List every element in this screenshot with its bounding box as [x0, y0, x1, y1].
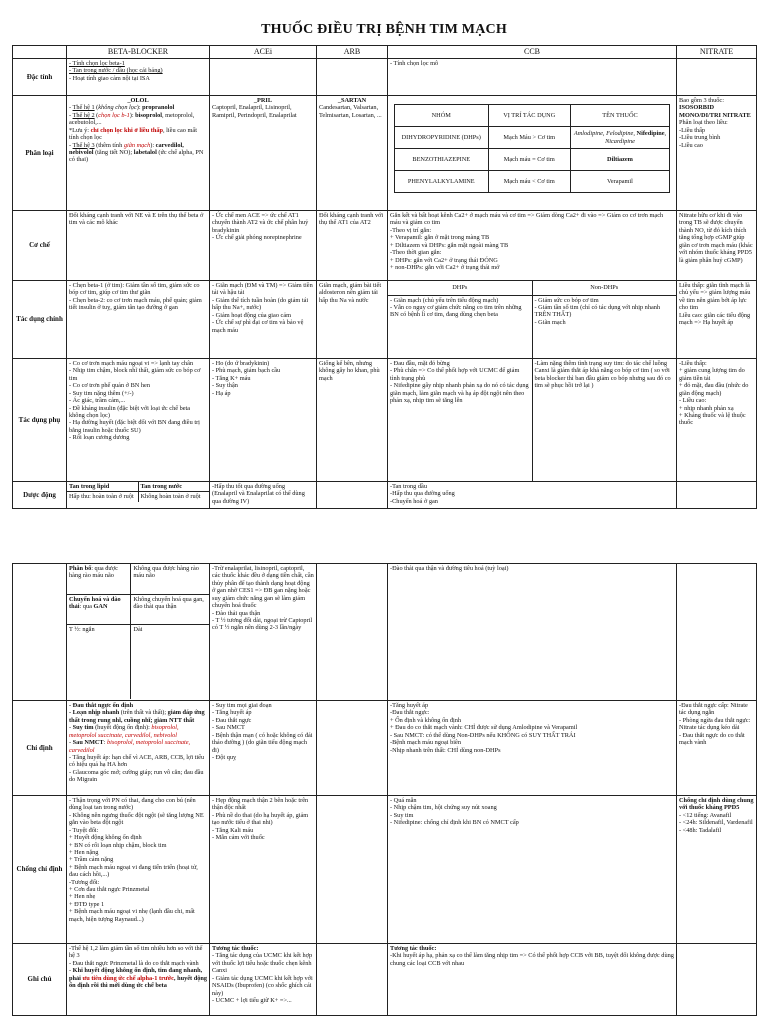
beta-lipid-absorb: Hấp thu: hoàn toàn ở ruột	[67, 492, 138, 502]
pk-halflife-lipid: T ½: ngắn	[67, 624, 131, 699]
ccb-row-ten: Amlodipine, Felodipine, Nifedipine, Nicardipine	[571, 127, 670, 149]
cell-ccb-duoc-dong: -Tan trong dầu -Hấp thu qua đường uống -Chuyển hoá ở gan	[388, 482, 677, 509]
page-title: THUỐC ĐIỀU TRỊ BỆNH TIM MẠCH	[261, 22, 507, 37]
cell-arb-co-che: Đối kháng cạnh tranh với thụ thể AT1 của AT2	[317, 211, 388, 281]
dhp-side-effects: - Đau đầu, mặt đỏ bừng - Phù chân => Co thể phối hợp với UCMC để giảm tình trạng phù - Nifedipine gây nhịp nhanh phản xạ do nó có tác dụng giãn mạch, làm giãn mạch và hạ áp đột ngột nên theo phản xạ, nhịp tim sẽ tăng lên	[388, 359, 532, 481]
cell-nitrate-tac-dung-phu: -Liều thấp: + giảm cung lượng tim do giảm tiền tải + đỏ mặt, đau đầu (nhức do giãn động mạch) - Liều cao: + nhịp nhanh phản xạ + Kháng thuốc và lệ thuộc thuốc	[677, 359, 757, 482]
beta-water-head: Tan trong nước	[138, 482, 209, 492]
row-label-chi-dinh: Chỉ định	[13, 701, 67, 796]
beta-water-absorb: Không hoàn toàn ở ruột	[138, 492, 209, 502]
cell-beta-chi-dinh: - Đau thắt ngực ổn định - Loạn nhịp nhanh (trên thất và thất); giảm đáp ứng thất trong rung nhĩ, cuồng nhĩ; giảm NTT thất - Suy tim (huyết động ổn định): bisoprolol, metoprolol succinate, carvedilol, nebivolol - Sau NMCT: bisoprolol, metoprolol succinate, carvedilol - Tăng huyết áp: hạn chế vì ACE, ARB, CCB, lợi tiểu có hiệu quả hạ HA hơn - Glaucoma góc mở; cường giáp; run vô căn; đau đầu do Migrain	[67, 701, 210, 796]
cell-nitrate-chi-dinh: -Đau thắt ngực cấp: Nitrate tác dụng ngắn - Phòng ngừa đau thắt ngực: Nitrate tác dụng kéo dài - Đau thắt ngực do co thắt mạch vành	[677, 701, 757, 796]
row-label-co-che: Cơ chế	[13, 211, 67, 281]
cell-acei-co-che: - Ức chế men ACE => ức chế AT1 chuyển thành AT2 và ức chế phân huỷ bradykinin - Ức chế giải phóng norepinephrine	[210, 211, 317, 281]
pk-metabolism-lipid: Chuyển hoá và đào thải: qua GAN	[67, 594, 131, 624]
cell-beta-pk	[67, 564, 210, 701]
header-ccb: CCB	[388, 46, 677, 59]
row-label-pk-cont	[13, 564, 67, 701]
drug-table-bottom	[12, 563, 757, 1016]
cell-acei-dac-tinh	[210, 59, 317, 96]
cell-beta-tac-dung-chinh: - Chẹn beta-1 (ở tim): Giảm tần số tim, giảm sức co bóp cơ tim, giúp cơ tim thư giãn - Chẹn beta-2: co cơ trơn mạch máu, phế quản; giảm tiết insulin ở tuỵ, giảm tân tạo đường ở gan	[67, 281, 210, 359]
dhp-label: DHPs	[388, 281, 532, 295]
cell-acei-pk: -Trừ enalaprilat, lisinopril, captopril, các thuốc khác đều ở dạng tiền chất, cần thủy phân để tạo thành dạng hoạt động ở gan nhờ CES1 => ĐB gan nặng hoặc suy giảm chức năng gan sẽ làm giảm chuyển hoá thuốc - Đào thải qua thận - T ½ tương đối dài, ngoại trừ Captopril có T ½ ngắn nên dùng 2-3 lần/ngày	[210, 564, 317, 701]
row-label-ghi-chu: Ghi chú	[13, 944, 67, 1016]
pk-halflife-water: Dài	[131, 624, 209, 699]
cell-beta-tac-dung-phu: - Co cơ trơn mạch máu ngoại vi => lạnh tay chân - Nhịp tim chậm, block nhĩ thất, giảm sức co bóp cơ tim - Co cơ trơn phế quản ở BN hen - Suy tim nặng thêm (+/-) - Ác giác, trầm cảm,... - Đề kháng insulin (đặc biệt với loại ức chế beta không chọn lọc) - Hạ đường huyết (đặc biệt đối với BN đang điều trị bằng insulin hoặc thuốc SU) - Rối loạn cương dương	[67, 359, 210, 482]
ccb-row-vitri: Mạch máu = Cơ tim	[488, 149, 571, 171]
cell-arb-tac-dung-phu: Giống kể bên, nhưng không gây ho khan, phù mạch	[317, 359, 388, 482]
beta-pk-split	[67, 482, 209, 502]
pk-distribution-lipid: Phân bố: qua được hàng rào máu não	[67, 564, 131, 594]
cell-nitrate-pk	[677, 564, 757, 701]
cell-nitrate-duoc-dong	[677, 482, 757, 509]
cell-arb-pk	[317, 564, 388, 701]
ccb-head-ten: TÊN THUỐC	[571, 105, 670, 127]
cell-nitrate-tac-dung-chinh: Liều thấp: giãn tĩnh mạch là chủ yếu => giảm lượng máu về tim nên giảm bớt áp lực cho tim Liều cao: giãn các tiểu động mạch => Hạ huyết áp	[677, 281, 757, 359]
nondhp-label: Non-DHPs	[532, 281, 676, 295]
cell-ccb-phan-loai	[388, 96, 677, 211]
pk-metabolism-water: Không chuyển hoá qua gan, đào thải qua thận	[131, 594, 209, 624]
cell-acei-phan-loai: _PRIL Captopril, Enalapril, Lisinopril, Ramipril, Perindopril, Enalaprilat	[210, 96, 317, 211]
pk-distribution-water: Không qua được hàng rào máu não	[131, 564, 209, 594]
beta-pk-table	[67, 564, 209, 699]
cell-nitrate-dac-tinh	[677, 59, 757, 96]
cell-nitrate-co-che: Nitrate hữu cơ khi đi vào trong TB sẽ được chuyển thành NO, từ đó kích thích tăng tổng hợp cGMP giúp giãn cơ trơn mạch máu (khác với nhóm thuốc kháng PPD5 là giảm phân huỷ cGMP)	[677, 211, 757, 281]
header-arb: ARB	[317, 46, 388, 59]
cell-arb-chi-dinh	[317, 701, 388, 796]
nondhp-effects: - Giảm sức co bóp cơ tim - Giảm tần số tim (chỉ có tác dụng với nhịp nhanh TRÊN THẤT) - Giãn mạch	[532, 295, 676, 358]
cell-ccb-chong-chi-dinh: - Quá mẫn - Nhịp chậm tim, hội chứng suy nút xoang - Suy tim - Nifedipine: chống chỉ định khi BN có NMCT cấp	[388, 796, 677, 944]
nondhp-side-effects: -Làm nặng thêm tình trạng suy tim: do tác chế luồng Canxi là giảm thắt áp khả năng co bóp cơ tim ( so với beta blocker thì ban đầu giảm co bóp nhưng sau đó co tim sẽ phục hồi trở lại )	[534, 360, 671, 390]
row-label-dac-tinh: Đặc tính	[13, 59, 67, 96]
cell-ccb-chi-dinh: -Tăng huyết áp -Đau thắt ngực: + Ổn định và không ổn định + Đau do co thắt mạch vành: CHỈ được sử dụng Amlodipine và Verapamil - Sau NMCT: có thể dùng Non-DHPs nếu KHÔNG có SUY THẤT TRÁI -Bệnh mạch máu ngoại biên -Nhịp nhanh trên thất: CHỈ dùng non-DHPs	[388, 701, 677, 796]
cell-beta-dac-tinh: - Tính chọn lọc beta-1 - Tan trong nước / dầu (học cái bảng) - Hoạt tính giao cảm nội tại ISA	[67, 59, 210, 96]
ccb-row-vitri: Mạch máu < Cơ tim	[488, 171, 571, 193]
row-label-phan-loai: Phân loại	[13, 96, 67, 211]
cell-acei-chong-chi-dinh: - Hẹp động mạch thận 2 bên hoặc trên thận độc nhất - Phù nề do thai (do hạ huyết áp, giảm tạo nước tiểu ở thai nhi) - Tăng Kali máu - Mẫn cảm với thuốc	[210, 796, 317, 944]
cell-ccb-tac-dung-phu	[388, 359, 677, 482]
header-nitrate: NITRATE	[677, 46, 757, 59]
header-beta-blocker: BETA-BLOCKER	[67, 46, 210, 59]
ccb-row-nhom: BENZOTHIAZEPINE	[395, 149, 489, 171]
cell-ccb-ghi-chu: Tương tác thuốc: -Khi huyết áp hạ, phản xạ co thể làm tăng nhịp tim => Có thể phối hợp CCB với BB, tuyệt đối không được dùng chung các loại CCB với nhau	[388, 944, 677, 1016]
row-label-chong-chi-dinh: Chống chỉ định	[13, 796, 67, 944]
row-label-tac-dung-phu: Tác dụng phụ	[13, 359, 67, 482]
cell-ccb-co-che: Gắn kết và bất hoạt kênh Ca2+ ở mạch máu và cơ tim => Giảm dòng Ca2+ đi vào => Giảm co cơ trơn mạch máu và giảm co tim -Theo vị trí gắn: + Verapamil: gắn ở mặt trong màng TB + Diltiazem và DHPs: gắn mặt ngoài màng TB -Theo thời gian gắn: + DHPs: gắn với Ca2+ ở trạng thái ĐÓNG + non-DHPs: gắn với Ca2+ ở trạng thái mở	[388, 211, 677, 281]
corner-cell	[13, 46, 67, 59]
ccb-row-nhom: DIHYDROPYRIDINE (DHPs)	[395, 127, 489, 149]
row-label-duoc-dong: Dược động	[13, 482, 67, 509]
cell-ccb-pk: -Đào thải qua thận và đường tiêu hoá (tuỳ loại)	[388, 564, 677, 701]
cell-beta-duoc-dong	[67, 482, 210, 509]
cell-acei-duoc-dong: -Hấp thu tốt qua đường uống (Enalapril và Enalaprilat có thể dùng qua đường IV)	[210, 482, 317, 509]
ccb-classification-table	[394, 104, 670, 193]
cell-beta-co-che: Đối kháng cạnh tranh với NE và E trên thụ thể beta ở tim và các mô khác	[67, 211, 210, 281]
row-label-tac-dung-chinh: Tác dụng chính	[13, 281, 67, 359]
ccb-head-vitri: VỊ TRÍ TÁC DỤNG	[488, 105, 571, 127]
cell-beta-ghi-chu: -Thế hệ 1,2 làm giảm tần số tim nhiều hơn so với thế hệ 3 - Đau thắt ngực Prinzmetal là do co thắt mạch vành - Khi huyết động không ổn định, tim đang nhanh, phải ưu tiên dùng ức chế alpha-1 trước, huyết động ổn định rồi thì mới dùng ức chế beta	[67, 944, 210, 1016]
cell-beta-phan-loai: _OLOL - Thế hệ 1 (không chọn lọc): propranolol - Thế hệ 2 (chọn lọc b-1): bisoprolol, metoprolol, acebutolol,... *Lưu ý: chỉ chọn lọc khi ở liều thấp, liều cao mất tính chọn lọc - Thế hệ 3 (thêm tính giãn mạch): carvedilol, nebivolol (tăng tiết NO); labetalol (ức chế alpha, PN có thai)	[67, 96, 210, 211]
ccb-row-nhom: PHENYLALKYLAMINE	[395, 171, 489, 193]
cell-nitrate-phan-loai: Bao gồm 3 thuốc: ISOSORBID MONO/DI/TRI NITRATE Phân loại theo liều: -Liều thấp -Liều trung bình -Liều cao	[677, 96, 757, 211]
cell-acei-tac-dung-chinh: - Giãn mạch (ĐM và TM) => Giảm tiền tải và hậu tải - Giảm thể tích tuần hoàn (do giảm tái hấp thu Na+, nước) - Giảm hoạt động của giao cảm - Ức chế sự phì đại cơ tim và bảo vệ mạch máu	[210, 281, 317, 359]
cell-arb-tac-dung-chinh: Giãn mạch, giảm bài tiết aldosteron nên giảm tái hấp thu Na và nước	[317, 281, 388, 359]
drug-table-top	[12, 45, 757, 509]
cell-arb-phan-loai: _SARTAN Candesartan, Valsartan, Telmisartan, Losartan, ...	[317, 96, 388, 211]
cell-nitrate-ghi-chu	[677, 944, 757, 1016]
cell-ccb-dac-tinh: - Tính chọn lọc mô	[388, 59, 677, 96]
cell-arb-duoc-dong	[317, 482, 388, 509]
header-acei: ACEi	[210, 46, 317, 59]
cell-arb-chong-chi-dinh	[317, 796, 388, 944]
ccb-row-vitri: Mạch Máu > Cơ tim	[488, 127, 571, 149]
ccb-row-ten: Diltiazem	[571, 149, 670, 171]
dhp-effects: - Giãn mạch (chủ yếu trên tiểu động mạch) - Vẫn co nguy cơ giảm chức năng co tim trên những BN có bệnh lí cơ tim, đang dùng chẹn beta	[388, 295, 532, 358]
ccb-row-ten: Verapamil	[571, 171, 670, 193]
ccb-dhp-split	[388, 281, 676, 358]
cell-ccb-tac-dung-chinh	[388, 281, 677, 359]
cell-arb-ghi-chu	[317, 944, 388, 1016]
cell-acei-chi-dinh: - Suy tim mọi giai đoạn - Tăng huyết áp - Đau thắt ngực - Sau NMCT - Bệnh thận mạn ( có hoặc không có đái tháo đường ) (do giãn tiểu động mạch đi) - Đột quỵ	[210, 701, 317, 796]
cell-acei-ghi-chu: Tương tác thuốc: - Tăng tác dụng của UCMC khi kết hợp với thuốc lợi tiểu hoặc thuốc chẹn kênh Canxi - Giảm tác dụng UCMC khi kết hợp với NSAIDs (Ibuprofen) (co shốc ghích cái này) - UCMC + lợi tiểu giữ K+ =>...	[210, 944, 317, 1016]
cell-arb-dac-tinh	[317, 59, 388, 96]
cell-acei-tac-dung-phu: - Ho (do ứ bradykinin) - Phù mạch, giảm bạch cầu - Tăng K+ máu - Suy thận - Hạ áp	[210, 359, 317, 482]
ccb-head-nhom: NHÓM	[395, 105, 489, 127]
beta-lipid-head: Tan trong lipid	[67, 482, 138, 492]
cell-beta-chong-chi-dinh: - Thận trọng với PN có thai, đang cho con bú (nên dùng loại tan trong nước) - Không nên ngưng thuốc đột ngột (sẽ tăng lượng NE gắn vào beta đột ngột - Tuyệt đối: + Huyết động không ổn định + BN có rối loạn nhịp chậm, block tim + Hen nặng + Trầm cảm nặng + Bệnh mạch máu ngoại vi đang tiến triển (hoại tử, đau cách hồi,...) -Tương đối: + Cơn đau thắt ngực Prinzmetal + Hen nhẹ + ĐTĐ type 1 + Bệnh mạch máu ngoại vi nhẹ (lạnh đầu chi, mất mạch, hiện tượng Raynaud...)	[67, 796, 210, 944]
cell-nitrate-chong-chi-dinh: Chống chỉ định dùng chung với thuốc kháng PPD5 - <12 tiếng: Avanafil - <24h: Sildenafil, Vardenafil - <48h: Tadalafil	[677, 796, 757, 944]
ccb-side-effects-split	[388, 359, 676, 481]
